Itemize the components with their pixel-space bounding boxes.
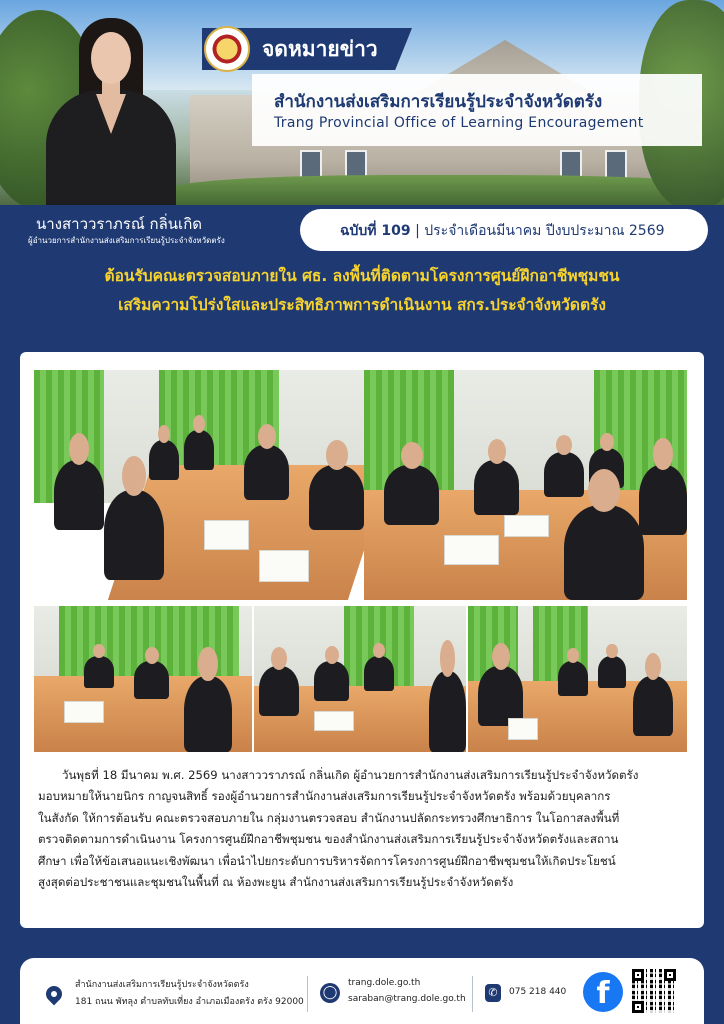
phone-icon: ✆ — [485, 984, 501, 1002]
footer-address-line-2: 181 ถนน พัทลุง ตำบลทับเที่ยง อำเภอเมืองตรัง ตรัง 92000 — [75, 997, 304, 1007]
issue-number: ฉบับที่ 109 — [340, 223, 411, 239]
article-line: ในสังกัด ให้การต้อนรับ คณะตรวจสอบภายใน กลุ่มงานตรวจสอบ สำนักงานปลัดกระทรวงศึกษาธิการ ในโอกาสลงพื้นที่ — [38, 810, 620, 825]
director-role: ผู้อำนวยการสำนักงานส่งเสริมการเรียนรู้ประจำจังหวัดตรัง — [28, 236, 225, 245]
qr-finder — [632, 1001, 644, 1013]
director-portrait — [46, 18, 176, 205]
meeting-photo-4 — [254, 606, 466, 752]
article-line: ตรวจติดตามการดำเนินงาน โครงการศูนย์ฝึกอาชีพชุมชน ของสำนักงานส่งเสริมการเรียนรู้ประจำจังหวัดตรังและสถาน — [38, 832, 619, 847]
qr-finder — [664, 969, 676, 981]
issue-separator: | — [415, 223, 420, 239]
headline — [0, 262, 724, 320]
issue-info — [340, 220, 665, 242]
org-name-english: Trang Provincial Office of Learning Encouragement — [274, 115, 644, 131]
article-line: วันพุธที่ 18 มีนาคม พ.ศ. 2569 นางสาววราภรณ์ กลิ่นเกิด ผู้อำนวยการสำนักงานส่งเสริมการเรียนรู้ประจำจังหวัดตรัง — [62, 768, 639, 782]
footer-divider — [472, 976, 473, 1012]
qr-finder — [632, 969, 644, 981]
newsletter-title: จดหมายข่าว — [262, 37, 378, 61]
headline-line-1: ต้อนรับคณะตรวจสอบภายใน ศธ. ลงพื้นที่ติดตามโครงการศูนย์ฝึกอาชีพชุมชน — [104, 267, 620, 285]
globe-icon: ◯ — [320, 983, 340, 1003]
article-line: ศึกษา เพื่อให้ข้อเสนอแนะเชิงพัฒนา เพื่อนำไปยกระดับการบริหารจัดการโครงการศูนย์ฝึกอาชีพชุมชนให้เกิดประโยชน์ — [38, 853, 616, 868]
footer-phone[interactable]: 075 218 440 — [509, 987, 567, 997]
article-line: สูงสุดต่อประชาชนและชุมชนในพื้นที่ ณ ห้องพะยูน สำนักงานส่งเสริมการเรียนรู้ประจำจังหวัดตรัง — [38, 875, 514, 890]
footer-divider — [307, 976, 308, 1012]
article-line: มอบหมายให้นายนิกร กาญจนสิทธิ์ รองผู้อำนวยการสำนักงานส่งเสริมการเรียนรู้ประจำจังหวัดตรัง พร้อมด้วยบุคลากร — [38, 789, 611, 804]
office-logo — [204, 26, 250, 72]
meeting-photo-3 — [34, 606, 252, 752]
shrubbery — [170, 175, 724, 205]
facebook-icon[interactable]: f — [583, 972, 623, 1012]
issue-period: ประจำเดือนมีนาคม ปีงบประมาณ 2569 — [424, 223, 665, 239]
footer-website-link[interactable]: trang.dole.go.th — [348, 978, 421, 988]
meeting-photo-2 — [364, 370, 687, 600]
headline-line-2: เสริมความโปร่งใสและประสิทธิภาพการดำเนินงาน สกร.ประจำจังหวัดตรัง — [118, 296, 606, 314]
org-name-thai: สำนักงานส่งเสริมการเรียนรู้ประจำจังหวัดตรัง — [274, 92, 603, 112]
footer-address-line-1: สำนักงานส่งเสริมการเรียนรู้ประจำจังหวัดตรัง — [75, 980, 249, 990]
director-name: นางสาววราภรณ์ กลิ่นเกิด — [36, 215, 203, 233]
meeting-photo-5 — [468, 606, 687, 752]
article-body — [38, 765, 684, 893]
footer-email-link[interactable]: saraban@trang.dole.go.th — [348, 994, 466, 1004]
meeting-photo-1 — [34, 370, 364, 600]
